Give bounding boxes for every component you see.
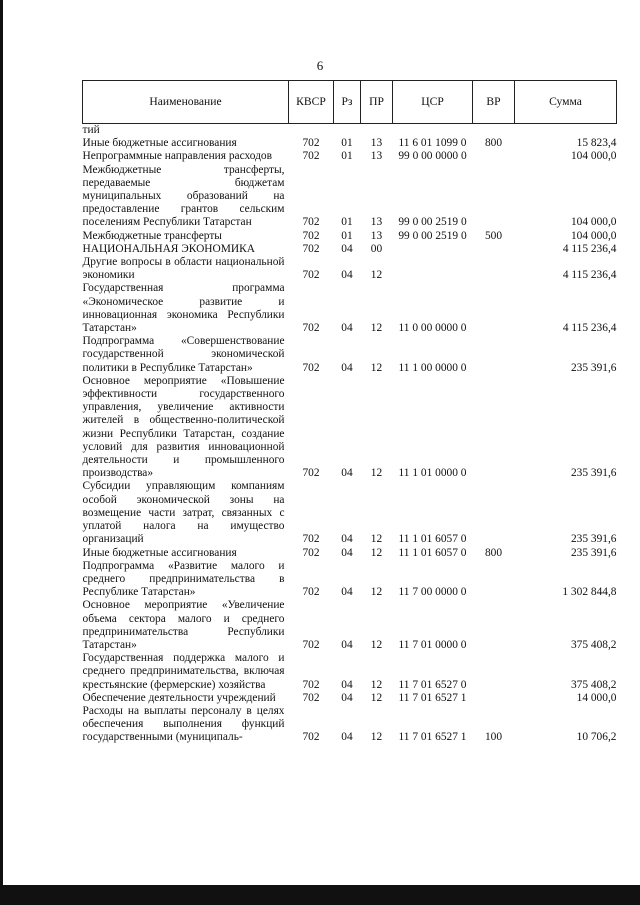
row-kvsr: 702 [302,361,320,374]
row-pr: 12 [370,638,383,651]
row-vr [473,150,515,163]
row-name: Подпрограмма «Развитие малого и среднего предпринимательства в Республике Татарстан» [82,559,285,599]
row-pr: 12 [370,467,383,480]
row-kvsr: 702 [302,216,320,229]
table-row [83,243,617,256]
row-rz: 04 [341,678,353,691]
row-vr [473,480,515,546]
row-name: Расходы на выплаты персоналу в целях обеспечения выполнения функций государственными (муниципаль- [82,704,285,744]
row-rz: 01 [341,150,353,163]
header-sum: Сумма [515,81,617,124]
row-rz: 01 [341,137,353,150]
header-kvsr: КВСР [289,81,334,124]
scan-left-edge [0,0,3,905]
row-name: НАЦИОНАЛЬНАЯ ЭКОНОМИКА [82,242,255,255]
row-csr [393,124,473,138]
row-vr [473,335,515,375]
row-csr: 11 1 01 6057 0 [398,533,467,546]
row-sum: 104 000,0 [570,150,617,163]
row-name: Государственная поддержка малого и среднего предпринимательства, включая крестьянские (фермерские) хозяйства [82,652,285,691]
row-csr: 11 7 00 0000 0 [398,586,467,599]
row-vr [473,560,515,600]
row-rz: 04 [341,269,353,282]
row-kvsr: 702 [302,242,320,255]
row-pr: 13 [370,216,383,229]
row-csr: 99 0 00 0000 0 [398,150,467,163]
row-pr: 13 [370,229,383,242]
row-kvsr: 702 [302,731,320,744]
row-vr: 800 [484,137,503,150]
row-name: Межбюджетные трансферты, передаваемые бюджетам муниципальных образований на предоставление грантов сельским поселениям Республики Татарстан [82,163,285,229]
row-vr [473,692,515,705]
row-vr [473,256,515,282]
table-row [83,335,617,375]
row-kvsr: 702 [302,322,320,335]
header-name: Наименование [83,81,289,124]
row-rz [334,124,361,138]
row-kvsr: 702 [302,269,320,282]
row-name: Иные бюджетные ассигнования [82,546,237,559]
scan-bottom-edge [0,885,640,905]
row-rz: 04 [341,322,353,335]
row-csr: 99 0 00 2519 0 [398,229,467,242]
table-row [83,230,617,243]
row-rz: 01 [341,216,353,229]
row-sum: 235 391,6 [570,533,617,546]
row-csr: 11 7 01 0000 0 [398,638,467,651]
row-kvsr [289,124,334,138]
header-csr: ЦСР [393,81,473,124]
table-row [83,705,617,745]
row-rz: 04 [341,546,353,559]
table-row [83,560,617,600]
row-name: Подпрограмма «Совершенствование государственной экономической политики в Республике Татарстан» [82,335,285,374]
row-rz: 04 [341,638,353,651]
row-rz: 04 [341,467,353,480]
row-kvsr: 702 [302,691,320,704]
row-pr: 12 [370,533,383,546]
row-kvsr: 702 [302,586,320,599]
row-rz: 04 [341,242,353,255]
page-number: 6 [316,58,324,73]
row-name: тий [82,124,100,136]
row-vr [473,599,515,652]
row-sum: 104 000,0 [570,229,617,242]
row-sum: 10 706,2 [576,731,617,744]
row-csr: 11 0 00 0000 0 [398,322,467,335]
row-name: Субсидии управляющим компаниям особой экономической зоны на возмещение части затрат, связанных с уплатой налога на имущество организаций [82,480,285,546]
row-vr: 100 [484,731,503,744]
table-row [83,164,617,230]
row-name: Обеспечение деятельности учреждений [82,691,276,704]
row-csr: 11 7 01 6527 1 [398,731,467,744]
row-kvsr: 702 [302,150,320,163]
row-kvsr: 702 [302,638,320,651]
row-rz: 01 [341,229,353,242]
table-row [83,256,617,282]
row-name: Основное мероприятие «Повышение эффективности государственного управления, увеличение активности жителей в общественно-политической жизни Республики Татарстан, создание условий для развития инновационной деятельности и промышленного производства» [82,374,285,480]
row-csr: 11 7 01 6527 1 [398,691,467,704]
row-pr: 12 [370,546,383,559]
table-row [83,599,617,652]
row-sum: 4 115 236,4 [562,269,617,282]
table-row [83,137,617,150]
row-pr: 13 [370,137,383,150]
table-header-row [83,81,617,124]
row-sum: 4 115 236,4 [562,242,617,255]
row-vr [473,164,515,230]
row-pr: 12 [370,678,383,691]
row-name: Другие вопросы в области национальной экономики [82,256,285,282]
row-kvsr: 702 [302,678,320,691]
row-sum [515,124,617,138]
row-pr: 12 [370,269,383,282]
row-rz: 04 [341,731,353,744]
table-row [83,150,617,163]
row-pr [361,124,393,138]
row-vr [473,124,515,138]
table-row [83,547,617,560]
row-sum: 375 408,2 [570,678,617,691]
row-name: Межбюджетные трансферты [82,229,222,242]
row-vr [473,375,515,481]
row-name: Иные бюджетные ассигнования [82,137,237,150]
row-name: Непрограммные направления расходов [82,150,273,163]
table-row [83,124,617,138]
row-sum: 14 000,0 [576,691,617,704]
row-kvsr: 702 [302,137,320,150]
row-vr [473,652,515,692]
row-sum: 15 823,4 [576,137,617,150]
row-pr: 00 [370,242,383,255]
table-row [83,375,617,481]
table-row [83,480,617,546]
row-kvsr: 702 [302,546,320,559]
row-rz: 04 [341,691,353,704]
row-vr: 500 [484,229,503,242]
row-pr: 12 [370,322,383,335]
row-kvsr: 702 [302,467,320,480]
row-pr: 12 [370,691,383,704]
row-pr: 12 [370,361,383,374]
budget-table [82,80,617,745]
row-csr [393,243,473,256]
row-csr: 11 1 01 0000 0 [398,467,467,480]
row-csr: 11 7 01 6527 0 [398,678,467,691]
row-rz: 04 [341,533,353,546]
row-pr: 12 [370,586,383,599]
row-sum: 235 391,6 [570,467,617,480]
row-vr: 800 [484,546,503,559]
header-rz: Рз [334,81,361,124]
row-kvsr: 702 [302,229,320,242]
row-sum: 1 302 844,8 [562,586,617,599]
table-row [83,652,617,692]
header-vr: ВР [473,81,515,124]
row-sum: 375 408,2 [570,638,617,651]
row-sum: 235 391,6 [570,546,617,559]
row-sum: 104 000,0 [570,216,617,229]
row-name: Государственная программа «Экономическое развитие и инновационная экономика Республики Татарстан» [82,282,285,335]
row-vr [473,282,515,335]
table-row [83,282,617,335]
row-pr: 13 [370,150,383,163]
row-csr [393,256,473,282]
header-pr: ПР [361,81,393,124]
row-sum: 4 115 236,4 [562,322,617,335]
row-csr: 99 0 00 2519 0 [398,216,467,229]
row-sum: 235 391,6 [570,361,617,374]
row-name: Основное мероприятие «Увеличение объема сектора малого и среднего предпринимательства Республики Татарстан» [82,599,285,651]
row-csr: 11 1 01 6057 0 [398,546,467,559]
row-pr: 12 [370,731,383,744]
row-vr [473,243,515,256]
row-rz: 04 [341,586,353,599]
table-body [83,124,617,745]
table-row [83,692,617,705]
row-csr: 11 6 01 1099 0 [398,137,467,150]
row-csr: 11 1 00 0000 0 [398,361,467,374]
row-kvsr: 702 [302,533,320,546]
row-rz: 04 [341,361,353,374]
